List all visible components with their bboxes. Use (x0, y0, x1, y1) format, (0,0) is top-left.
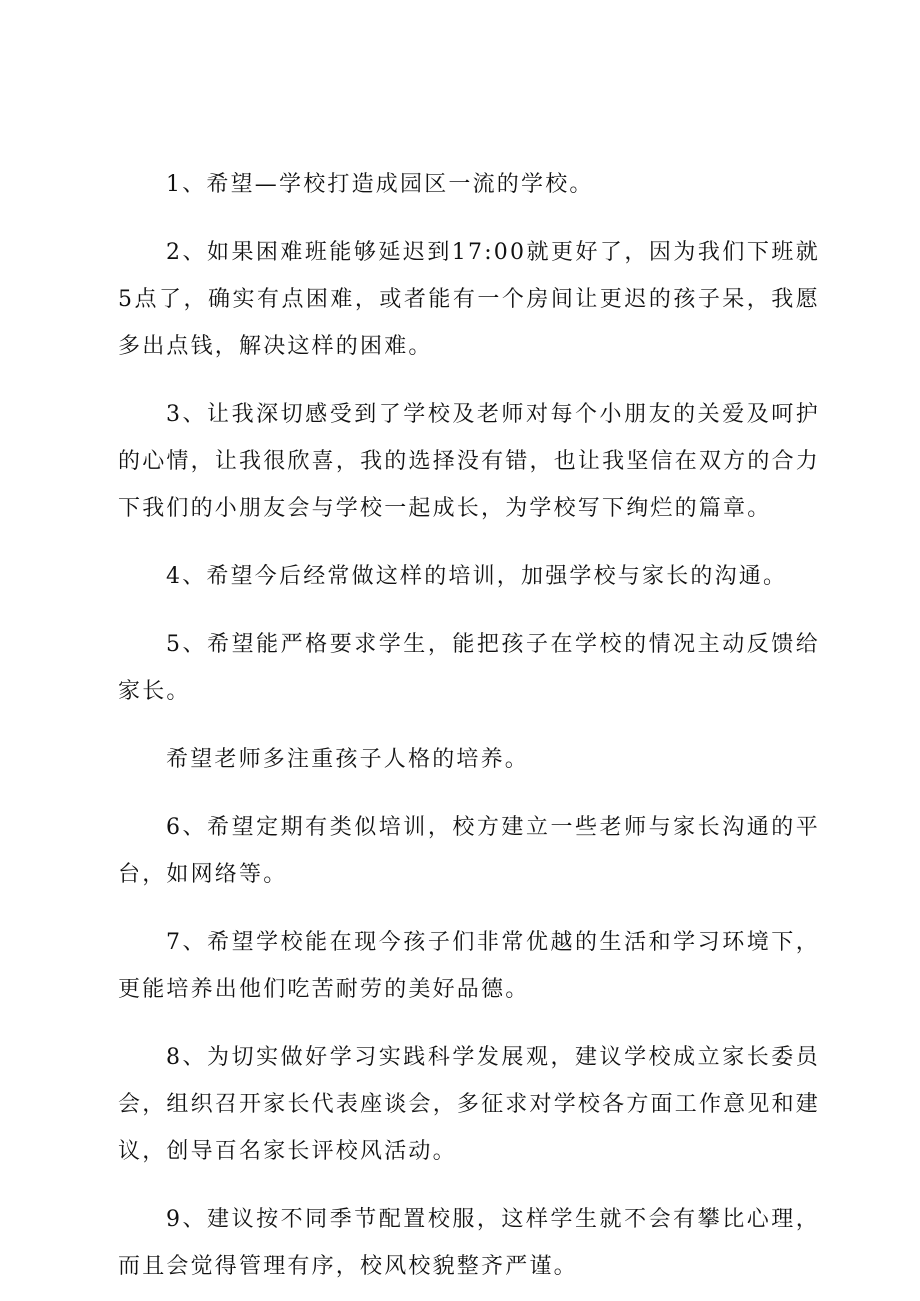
paragraph-5: 5、希望能严格要求学生，能把孩子在学校的情况主动反馈给家长。 (118, 632, 820, 704)
paragraph-6: 6、希望定期有类似培训，校方建立一些老师与家长沟通的平台，如网络等。 (118, 815, 820, 887)
paragraph-7: 7、希望学校能在现今孩子们非常优越的生活和学习环境下，更能培养出他们吃苦耐劳的美好品德。 (118, 930, 820, 1002)
paragraph-3: 3、让我深切感受到了学校及老师对每个小朋友的关爱及呵护的心情，让我很欣喜，我的选择没有错，也让我坚信在双方的合力下我们的小朋友会与学校一起成长，为学校写下绚烂的篇章。 (118, 402, 820, 521)
document-body (118, 161, 820, 1290)
paragraph-2: 2、如果困难班能够延迟到17:00就更好了，因为我们下班就5点了，确实有点困难，或者能有一个房间让更迟的孩子呆，我愿多出点钱，解决这样的困难。 (118, 240, 820, 359)
paragraph-1: 1、希望—学校打造成园区一流的学校。 (166, 172, 594, 197)
paragraph-9: 9、建议按不同季节配置校服，这样学生就不会有攀比心理，而且会觉得管理有序，校风校貌整齐严谨。 (118, 1207, 820, 1279)
paragraph-4: 4、希望今后经常做这样的培训，加强学校与家长的沟通。 (166, 564, 788, 589)
paragraph-5-extra: 希望老师多注重孩子人格的培养。 (166, 747, 530, 772)
paragraph-8: 8、为切实做好学习实践科学发展观，建议学校成立家长委员会，组织召开家长代表座谈会，多征求对学校各方面工作意见和建议，创导百名家长评校风活动。 (118, 1045, 820, 1164)
